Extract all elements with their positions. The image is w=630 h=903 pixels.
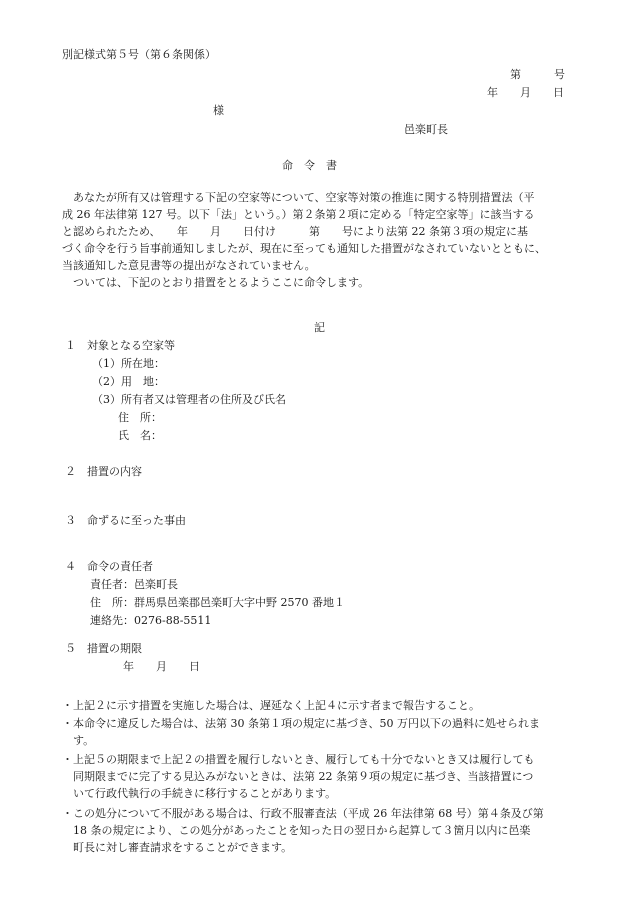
note-line: いて行政代執行の手続きに移行することがあります。 bbox=[62, 787, 337, 800]
note-line: 町長に対し審査請求をすることができます。 bbox=[62, 841, 293, 854]
section-5-heading: ５ 措置の期限 bbox=[65, 642, 142, 655]
responsible-contact: 連絡先：0276-88-5511 bbox=[90, 614, 212, 627]
note-line: 同期限までに完了する見込みがないときは、法第 22 条第９項の規定に基づき、当該措置につ bbox=[62, 770, 534, 783]
responsible-address: 住 所：群馬県邑楽郡邑楽町大字中野 2570 番地１ bbox=[90, 596, 345, 609]
document-title: 命 令 書 bbox=[282, 159, 337, 172]
recipient-suffix: 様 bbox=[213, 104, 224, 117]
note-report bbox=[62, 697, 582, 714]
issuer-name: 邑楽町長 bbox=[404, 123, 448, 136]
owner-label: （3）所有者又は管理者の住所及び氏名 bbox=[92, 393, 286, 406]
note-line: ・本命令に違反した場合は、法第 30 条第１項の規定に基づき、50 万円以下の過料に処せられま bbox=[62, 717, 541, 730]
responsible-person: 責任者：邑楽町長 bbox=[90, 578, 178, 591]
body-paragraph bbox=[62, 192, 582, 294]
note-line: 18 条の規定により、この処分があったことを知った日の翌日から起算して３箇月以内に邑楽 bbox=[62, 824, 531, 837]
document-number: 第 号 bbox=[510, 68, 565, 81]
note-administrative-execution bbox=[62, 751, 582, 802]
form-label: 別記様式第５号（第６条関係） bbox=[62, 48, 216, 61]
note-appeal bbox=[62, 805, 582, 856]
note-line: ・この処分について不服がある場合は、行政不服審査法（平成 26 年法律第 68 号）第４条及び第 bbox=[62, 807, 544, 820]
note-penalty bbox=[62, 715, 582, 749]
note-line: ・上記２に示す措置を実施した場合は、遅延なく上記４に示す者まで報告すること。 bbox=[62, 699, 480, 712]
document-date: 年 月 日 bbox=[487, 86, 564, 99]
owner-name-label: 氏 名： bbox=[118, 429, 162, 442]
section-1-heading: １ 対象となる空家等 bbox=[65, 339, 175, 352]
body-line: あなたが所有又は管理する下記の空家等について、空家等対策の推進に関する特別措置法（平 bbox=[62, 191, 535, 204]
body-line: ついては、下記のとおり措置をとるようここに命令します。 bbox=[62, 276, 370, 289]
body-line: づく命令を行う旨事前通知しましたが、現在に至っても通知した措置がなされていないとともに、 bbox=[62, 242, 546, 255]
note-line: ・上記５の期限まで上記２の措置を履行しないとき、履行しても十分でないとき又は履行しても bbox=[62, 753, 535, 766]
deadline-date: 年 月 日 bbox=[123, 660, 200, 673]
body-line: と認められたため、 年 月 日付け 第 号により法第 22 条第３項の規定に基 bbox=[62, 225, 529, 238]
location-label: （1）所在地： bbox=[92, 357, 165, 370]
section-4-heading: ４ 命令の責任者 bbox=[65, 560, 153, 573]
body-line: 成 26 年法律第 127 号。以下「法」という。）第２条第２項に定める「特定空家等」に該当する bbox=[62, 208, 535, 221]
owner-address-label: 住 所： bbox=[118, 411, 162, 424]
land-label: （2）用 地： bbox=[92, 375, 165, 388]
body-line: 当該通知した意見書等の提出がなされていません。 bbox=[62, 259, 316, 272]
ki-marker: 記 bbox=[314, 321, 325, 334]
note-line: す。 bbox=[62, 734, 95, 747]
section-3-heading: ３ 命ずるに至った事由 bbox=[65, 514, 186, 527]
section-2-heading: ２ 措置の内容 bbox=[65, 465, 142, 478]
